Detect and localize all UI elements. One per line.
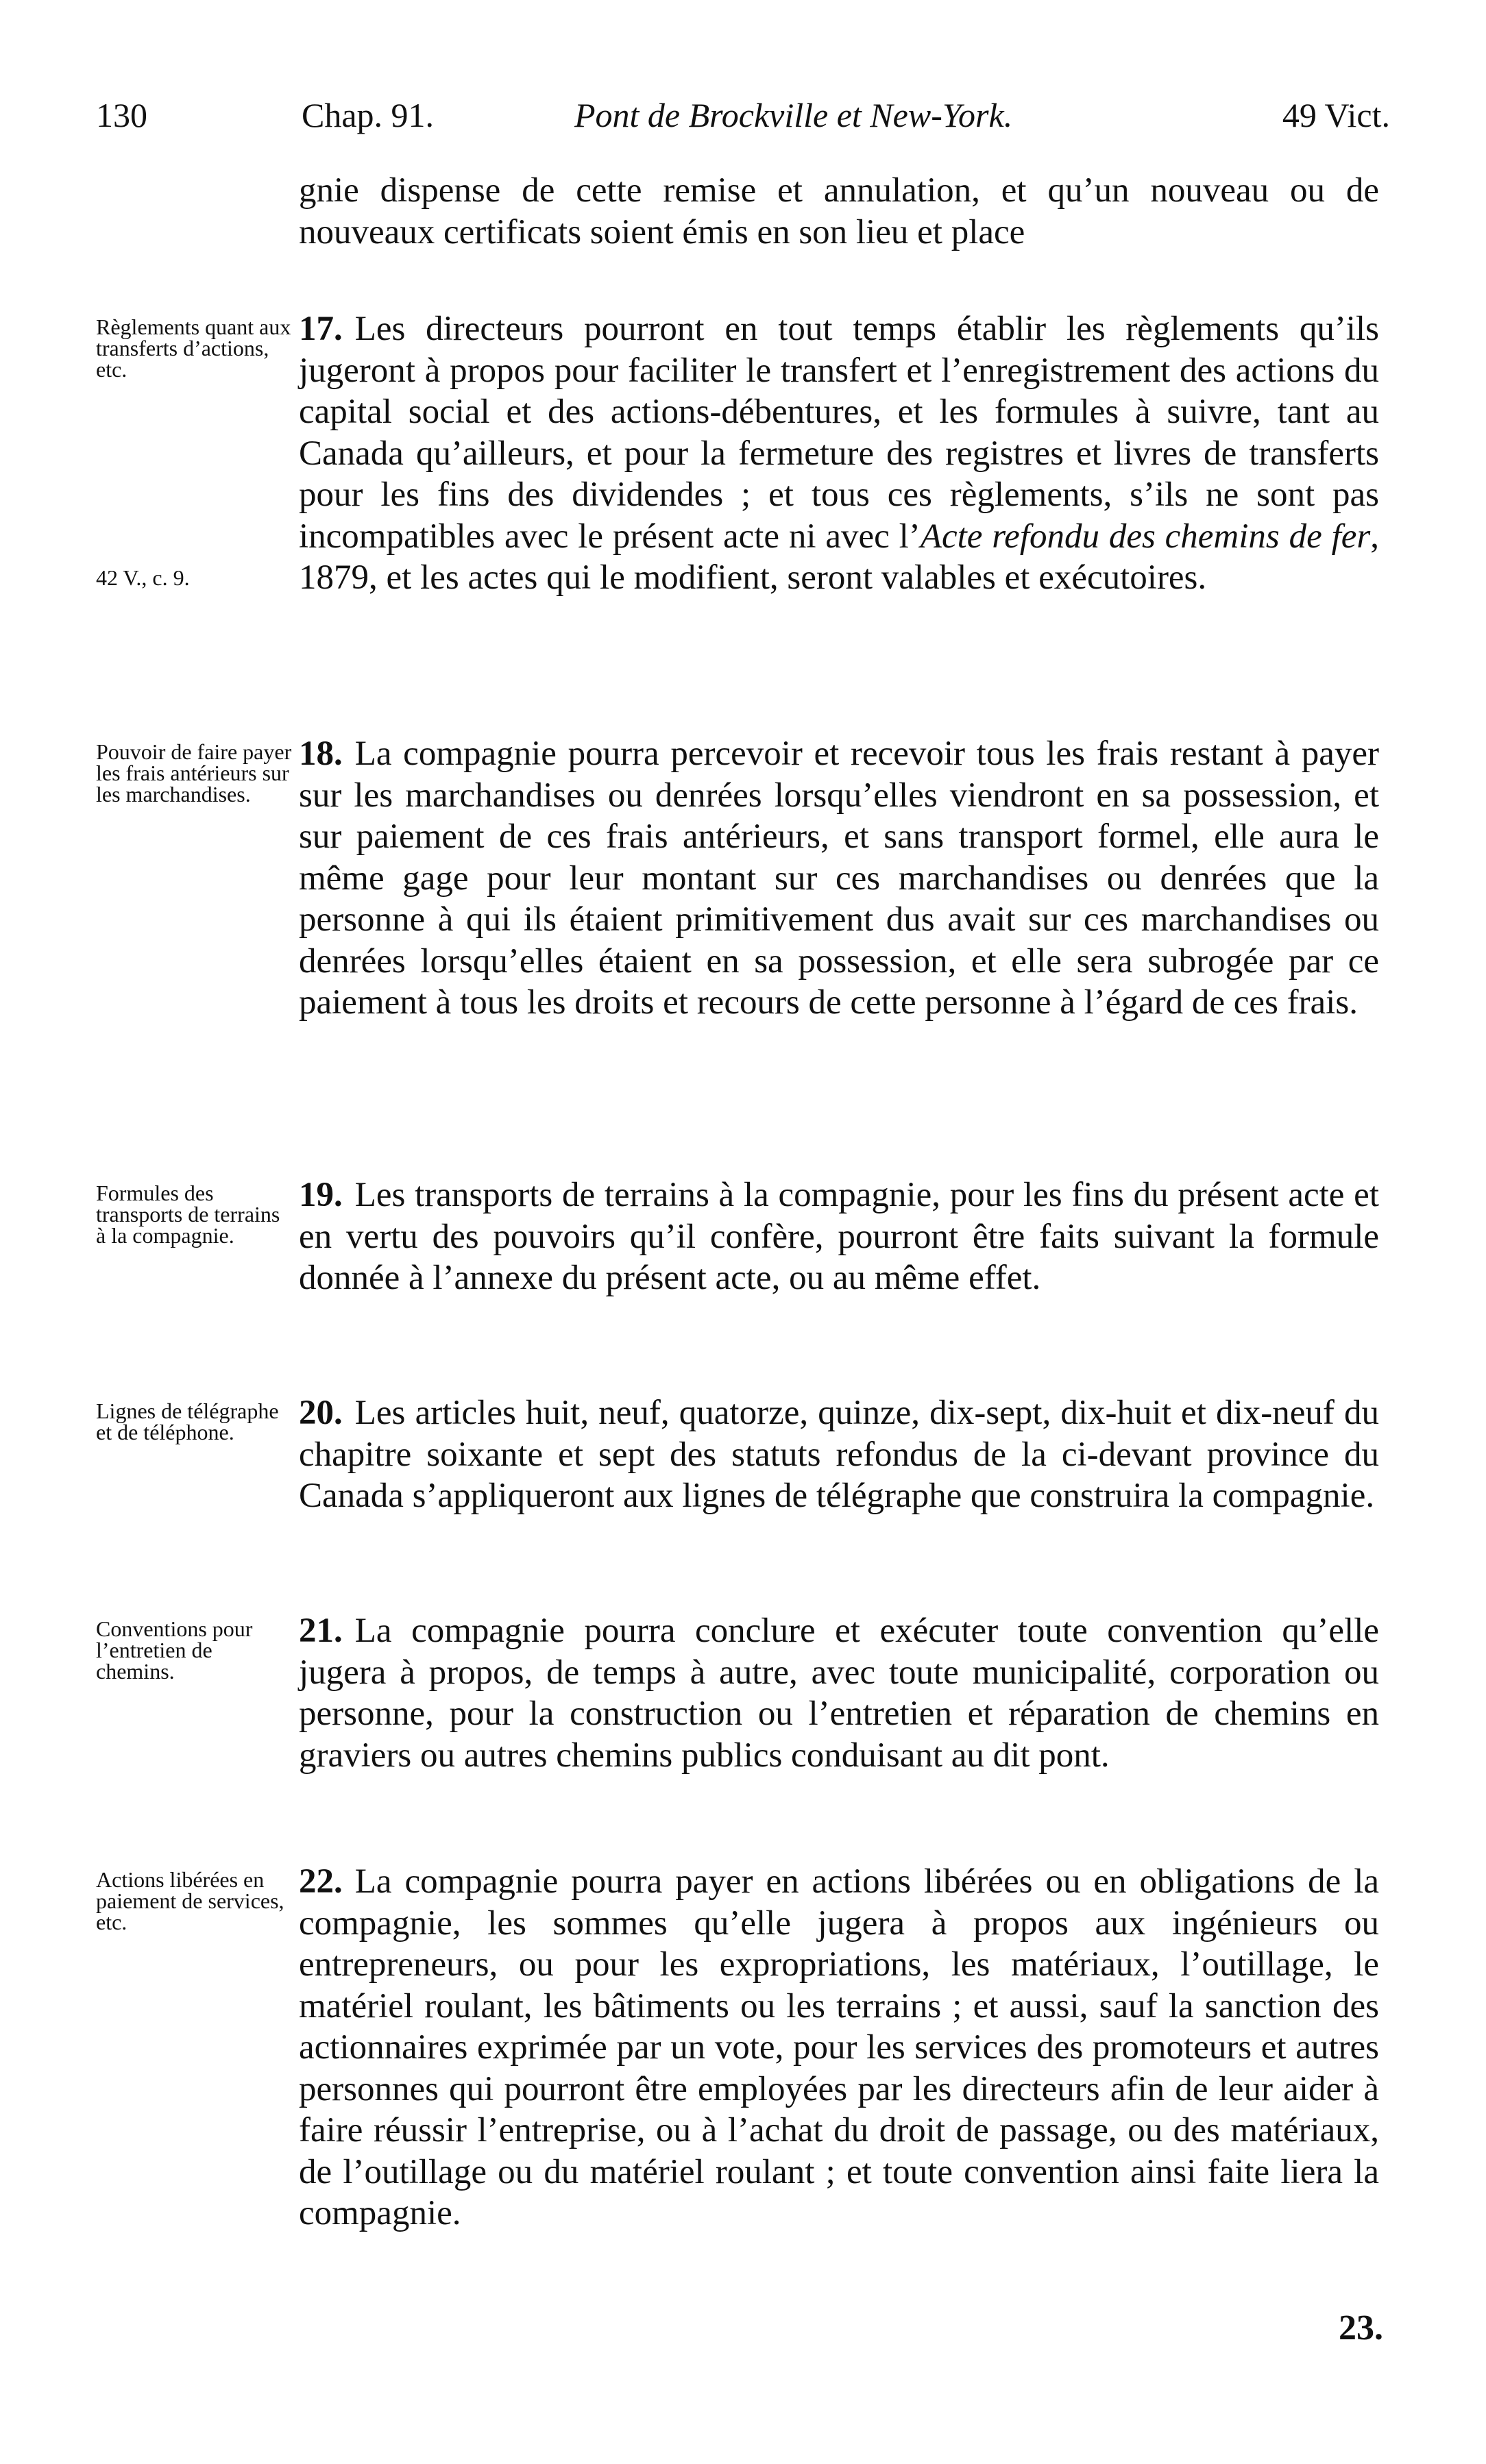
section-number-20: 20 . bbox=[299, 1394, 343, 1432]
section-17-text-after: , 1879, et les actes qui le modifient, seront valables et exécutoires. bbox=[299, 517, 1379, 597]
section-18 bbox=[299, 733, 1379, 1024]
margin-note-19: Formules des transports de terrains à la compagnie. bbox=[96, 1181, 280, 1248]
section-19 bbox=[299, 1174, 1379, 1299]
margin-note-22: Actions libérées en paiement de services, etc. bbox=[96, 1867, 284, 1934]
section-number-19: 19 . bbox=[299, 1176, 343, 1214]
page-number: 130 bbox=[96, 96, 147, 134]
catchword: 23. bbox=[1339, 2308, 1383, 2348]
continuation-paragraph: gnie dispense de cette remise et annulation, et qu’un nouveau ou de nouveaux certificats soient émis en son lieu et place bbox=[299, 171, 1379, 251]
section-19-text: Les transports de terrains à la compagnie, pour les fins du présent acte et en vertu des pouvoirs qu’il confère, pourront être faits suivant la formule donnée à l’annexe du présent acte, ou au même effet. bbox=[299, 1176, 1379, 1297]
section-number-18: 18 . bbox=[299, 735, 343, 773]
section-number-21: 21 . bbox=[299, 1612, 343, 1650]
section-21-text: La compagnie pourra conclure et exécuter toute convention qu’elle jugera à propos, de temps à autre, avec toute municipalité, corporation ou personne, pour la construction ou l’entretien et réparation de chemins en graviers ou autres chemins publics conduisant au dit pont. bbox=[299, 1612, 1379, 1775]
section-22-text: La compagnie pourra payer en actions libérées ou en obligations de la compagnie, les sommes qu’elle jugera à propos aux ingénieurs ou entrepreneurs, ou pour les expropriations, les matériaux, l’outillage, le matériel roulant, les bâtiments ou les terrains ; et aussi, sauf la sanction des actionnaires exprimée par un vote, pour les services des promoteurs et autres personnes qui pourront être employées par les directeurs afin de leur aider à faire réussir l’entreprise, ou à l’achat du droit de passage, ou des matériaux, de l’outillage ou du matériel roulant ; et toute convention ainsi faite liera la compagnie. bbox=[299, 1862, 1379, 2232]
section-number-17: 17 . bbox=[299, 310, 343, 348]
running-header bbox=[96, 88, 1390, 143]
margin-ref-17: 42 V., c. 9. bbox=[96, 565, 190, 590]
section-21 bbox=[299, 1610, 1379, 1776]
section-20-text: Les articles huit, neuf, quatorze, quinze, dix-sept, dix-huit et dix-neuf du chapitre soixante et sept des statuts refondus de la ci-devant province du Canada s’appliqueront aux lignes de télégraphe que construira la compagnie. bbox=[299, 1394, 1379, 1515]
section-number-22: 22 . bbox=[299, 1862, 343, 1901]
regnal-year: 49 Vict. bbox=[1282, 96, 1390, 134]
section-20 bbox=[299, 1392, 1379, 1517]
chapter-label: Chap. 91. bbox=[302, 96, 435, 134]
margin-note-20: Lignes de télégraphe et de téléphone. bbox=[96, 1399, 279, 1444]
section-18-text: La compagnie pourra percevoir et recevoir tous les frais restant à payer sur les marchandises ou denrées lorsqu’elles viendront en sa possession, et sur paiement de ces frais antérieurs, et sans transport formel, elle aura le même gage pour leur montant sur ces marchandises ou denrées que la personne à qui ils étaient primitivement dus avait sur ces marchandises ou denrées lorsqu’elles étaient en sa possession, et elle sera subrogée par ce paiement à tous les droits et recours de cette personne à l’égard de ces frais. bbox=[299, 735, 1379, 1022]
running-title: Pont de Brockville et New-York. bbox=[574, 96, 1013, 134]
margin-note-18: Pouvoir de faire payer les frais antérieurs sur les marchandises. bbox=[96, 739, 292, 806]
section-17-text-before: Les directeurs pourront en tout temps établir les règlements qu’ils jugeront à propos pour faciliter le transfert et l’enregistrement des actions du capital social et des actions-débentures, et les formules à suivre, tant au Canada qu’ailleurs, et pour la fermeture des registres et livres de transferts pour les fins des dividendes ; et tous ces règlements, s’ils ne sont pas incompatibles avec le présent acte ni avec l’ bbox=[299, 310, 1379, 556]
margin-note-17: Règlements quant aux transferts d’actions, etc. bbox=[96, 315, 291, 382]
section-17 bbox=[299, 308, 1379, 599]
margin-note-21: Conventions pour l’entretien de chemins. bbox=[96, 1616, 253, 1684]
section-22 bbox=[299, 1861, 1379, 2234]
section-17-italic-title: Acte refondu des chemins de fer bbox=[920, 517, 1371, 556]
